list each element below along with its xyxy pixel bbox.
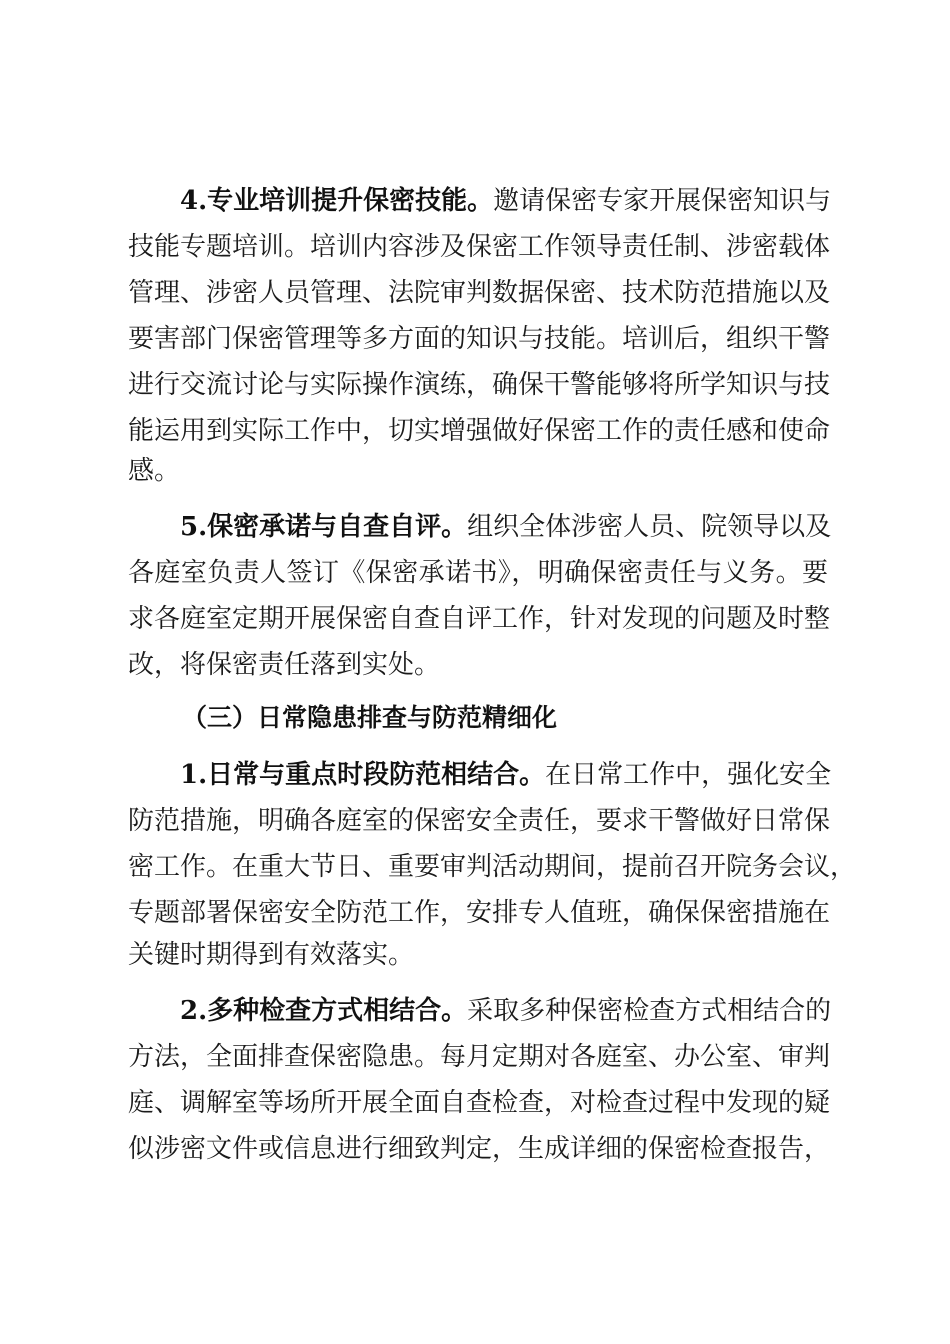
paragraph-5-line-3: 求各庭室定期开展保密自查自评工作，针对发现的问题及时整 (128, 604, 831, 634)
paragraph-5-line-1 (180, 507, 832, 547)
paragraph-1-text: 在日常工作中，强化安全 (545, 760, 832, 790)
paragraph-5-line-4: 改，将保密责任落到实处。 (128, 650, 441, 680)
paragraph-2-text: 采取多种保密检查方式相结合的 (467, 996, 832, 1026)
paragraph-4-line-2: 技能专题培训。培训内容涉及保密工作领导责任制、涉密载体 (128, 232, 831, 262)
paragraph-4-lead: 4.专业培训提升保密技能。 (180, 186, 494, 216)
paragraph-1-line-3: 密工作。在重大节日、重要审判活动期间，提前召开院务会议， (128, 852, 857, 882)
paragraph-4-line-3: 管理、涉密人员管理、法院审判数据保密、技术防范措施以及 (128, 278, 831, 308)
paragraph-4-line-4: 要害部门保密管理等多方面的知识与技能。培训后，组织干警 (128, 324, 831, 354)
paragraph-2-line-3: 庭、调解室等场所开展全面自查检查，对检查过程中发现的疑 (128, 1088, 831, 1118)
paragraph-5-text: 组织全体涉密人员、院领导以及 (467, 512, 832, 542)
paragraph-1-line-4: 专题部署保密安全防范工作，安排专人值班，确保保密措施在 (128, 898, 831, 928)
paragraph-4-line-6: 能运用到实际工作中，切实增强做好保密工作的责任感和使命 (128, 416, 831, 446)
paragraph-2-line-1 (180, 991, 832, 1031)
paragraph-2-line-4: 似涉密文件或信息进行细致判定，生成详细的保密检查报告， (128, 1134, 831, 1164)
section-heading: （三）日常隐患排查与防范精细化 (182, 703, 558, 732)
paragraph-5-line-2: 各庭室负责人签订《保密承诺书》，明确保密责任与义务。要 (128, 558, 828, 588)
paragraph-4-line-5: 进行交流讨论与实际操作演练，确保干警能够将所学知识与技 (128, 370, 831, 400)
paragraph-1-line-2: 防范措施，明确各庭室的保密安全责任，要求干警做好日常保 (128, 806, 831, 836)
paragraph-2-line-2: 方法，全面排查保密隐患。每月定期对各庭室、办公室、审判 (128, 1042, 831, 1072)
paragraph-4-text: 邀请保密专家开展保密知识与 (493, 186, 832, 216)
paragraph-2-lead: 2.多种检查方式相结合。 (180, 996, 468, 1026)
paragraph-5-lead: 5.保密承诺与自查自评。 (180, 512, 468, 542)
paragraph-1-line-1 (180, 755, 832, 795)
paragraph-4-line-7: 感。 (128, 456, 181, 486)
paragraph-1-lead: 1.日常与重点时段防范相结合。 (180, 760, 546, 790)
paragraph-1-line-5: 关键时期得到有效落实。 (128, 940, 415, 970)
paragraph-4-line-1 (180, 181, 832, 221)
